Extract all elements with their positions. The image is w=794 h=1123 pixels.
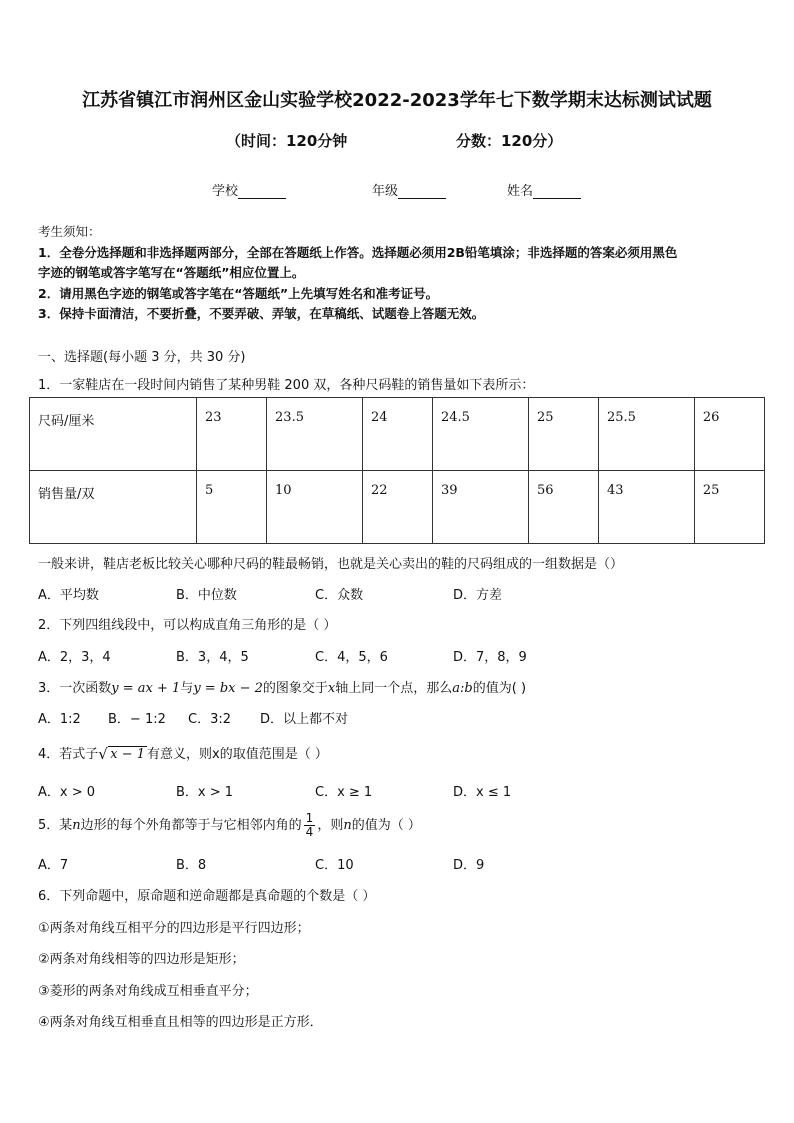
q5-variable: n	[343, 818, 352, 833]
option-d: D．9	[453, 858, 485, 873]
table-cell: 10	[267, 471, 363, 544]
grade-field	[372, 180, 446, 199]
table-cell: 23.5	[267, 398, 363, 471]
option-b: B．中位数	[176, 588, 237, 603]
q6-statement-3: ③菱形的两条对角线成互相垂直平分；	[38, 984, 258, 999]
table-cell: 25	[528, 398, 598, 471]
q3-text: 的值为( )	[472, 681, 527, 696]
option-b: B．− 1:2	[108, 712, 166, 727]
fraction-numerator: 1	[305, 811, 314, 825]
grade-blank	[398, 184, 446, 199]
option-d: D．7，8，9	[453, 650, 527, 665]
question-4-options	[38, 781, 758, 801]
option-c: C．4，5，6	[315, 650, 388, 665]
section-heading: 一、选择题(每小题 3 分，共 30 分)	[38, 350, 246, 365]
notice-heading: 考生须知：	[38, 224, 101, 239]
table-cell: 24	[362, 398, 432, 471]
school-blank	[238, 184, 286, 199]
question-2: 2．下列四组线段中，可以构成直角三角形的是（ ）	[38, 618, 337, 633]
option-d: D．x ≤ 1	[453, 785, 512, 800]
table-cell: 24.5	[433, 398, 529, 471]
table-cell: 25	[694, 471, 764, 544]
q5-text: ，则	[317, 818, 344, 833]
shoe-size-table	[29, 397, 765, 544]
fraction-denominator: 4	[305, 825, 314, 839]
option-a: A．1:2	[38, 712, 81, 727]
q6-statement-1: ①两条对角线互相平分的四边形是平行四边形；	[38, 921, 310, 936]
q3-equation-1: y = ax + 1	[111, 681, 181, 696]
notice-item-1-cont: 字迹的钢笔或答字笔写在“答题纸”相应位置上。	[38, 265, 305, 280]
grade-label: 年级	[372, 184, 399, 199]
question-1: 1．一家鞋店在一段时间内销售了某种男鞋 200 双，各种尺码鞋的销售量如下表所示：	[38, 378, 535, 393]
option-a: A．x > 0	[38, 785, 96, 800]
question-5-options	[38, 854, 758, 874]
page-title: 江苏省镇江市润州区金山实验学校2022-2023学年七下数学期末达标测试试题	[82, 90, 712, 111]
notice-item-2: 2．请用黑色字迹的钢笔或答字笔在“答题纸”上先填写姓名和准考证号。	[38, 285, 439, 301]
q6-statement-2: ②两条对角线相等的四边形是矩形；	[38, 952, 245, 967]
table-cell: 56	[528, 471, 598, 544]
table-cell: 23	[197, 398, 267, 471]
question-6: 6．下列命题中，原命题和逆命题都是真命题的个数是（ ）	[38, 889, 376, 904]
table-cell: 5	[197, 471, 267, 544]
q4-text: 有意义，则x的取值范围是（ ）	[147, 747, 328, 762]
exam-score: 分数：120分）	[456, 132, 563, 150]
question-5	[38, 812, 421, 839]
exam-time: （时间：120分钟	[226, 132, 348, 150]
school-label: 学校	[212, 184, 239, 199]
option-c: C．10	[315, 858, 354, 873]
name-field	[507, 180, 581, 199]
exam-notice	[38, 222, 768, 325]
name-blank	[533, 184, 581, 199]
q5-variable: n	[72, 818, 81, 833]
q3-text: 3．一次函数	[38, 681, 112, 696]
option-a: A．平均数	[38, 588, 99, 603]
table-cell: 22	[362, 471, 432, 544]
table-cell: 43	[598, 471, 694, 544]
fraction	[304, 812, 316, 839]
q5-text: 的值为（ ）	[351, 818, 421, 833]
question-1-prompt: 一般来讲，鞋店老板比较关心哪种尺码的鞋最畅销，也就是关心卖出的鞋的尺码组成的一组数据是（）	[38, 557, 624, 572]
table-cell: 26	[694, 398, 764, 471]
q3-text: 的图象交于	[262, 681, 328, 696]
question-4	[38, 743, 328, 762]
option-b: B．x > 1	[176, 785, 234, 800]
radicand: x − 1	[110, 747, 146, 762]
question-3	[38, 677, 526, 696]
q5-text: 5．某	[38, 818, 73, 833]
option-c: C．3:2	[188, 712, 231, 727]
question-3-options	[38, 708, 758, 728]
option-c: C．众数	[315, 588, 364, 603]
option-d: D．以上都不对	[260, 712, 349, 727]
q3-ratio: a:b	[452, 681, 473, 696]
option-b: B．3，4，5	[176, 650, 249, 665]
table-row	[30, 471, 765, 544]
option-d: D．方差	[453, 588, 503, 603]
q3-text: 轴上同一个点，那么	[335, 681, 453, 696]
q4-text: 4．若式子	[38, 747, 99, 762]
exam-info	[0, 130, 794, 152]
table-row-header: 销售量/双	[30, 471, 197, 544]
student-fields	[0, 180, 794, 200]
school-field	[212, 180, 286, 199]
question-1-options	[38, 584, 758, 604]
notice-item-1: 1．全卷分选择题和非选择题两部分，全部在答题纸上作答。选择题必须用2B铅笔填涂；非选择题的答案必须用黑色	[38, 244, 678, 260]
option-a: A．2，3，4	[38, 650, 111, 665]
sqrt-expression	[98, 747, 147, 762]
q3-variable: x	[327, 681, 336, 696]
table-row-header: 尺码/厘米	[30, 398, 197, 471]
option-c: C．x ≥ 1	[315, 785, 373, 800]
notice-item-3: 3．保持卡面清洁，不要折叠，不要弄破、弄皱，在草稿纸、试题卷上答题无效。	[38, 306, 485, 321]
q5-text: 边形的每个外角都等于与它相邻内角的	[80, 818, 302, 833]
table-cell: 25.5	[598, 398, 694, 471]
table-cell: 39	[433, 471, 529, 544]
q3-text: 与	[180, 681, 194, 696]
name-label: 姓名	[507, 184, 534, 199]
question-2-options	[38, 646, 758, 666]
option-a: A．7	[38, 858, 69, 873]
q6-statement-4: ④两条对角线互相垂直且相等的四边形是正方形．	[38, 1015, 323, 1030]
table-row	[30, 398, 765, 471]
option-b: B．8	[176, 858, 207, 873]
radical-sign-icon: √	[98, 745, 108, 763]
q3-equation-2: y = bx − 2	[193, 681, 263, 696]
